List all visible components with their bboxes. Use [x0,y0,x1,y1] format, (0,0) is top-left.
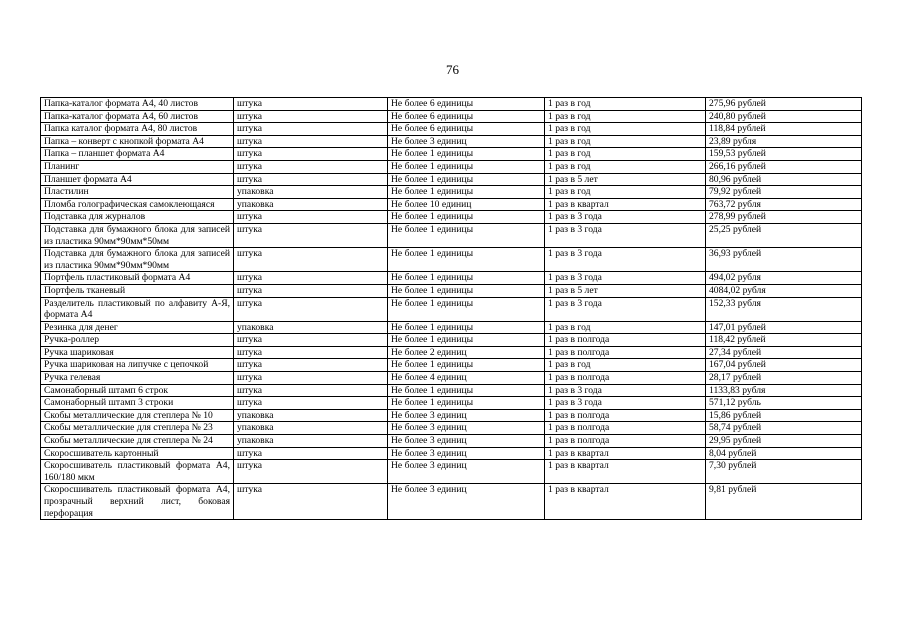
unit-cell: штука [234,135,388,148]
frequency-cell: 1 раз в год [545,98,706,111]
table-row [41,334,862,347]
unit-cell: штука [234,211,388,224]
quantity-cell: Не более 1 единицы [388,211,545,224]
quantity-cell: Не более 3 единиц [388,460,545,484]
price-cell: 152,33 рубля [706,297,862,321]
quantity-cell: Не более 2 единиц [388,346,545,359]
quantity-cell: Не более 1 единицы [388,272,545,285]
price-cell: 29,95 рублей [706,435,862,448]
item-name-cell: Планшет формата А4 [41,173,234,186]
price-cell: 240,80 рублей [706,110,862,123]
price-cell: 58,74 рублей [706,422,862,435]
item-name-cell: Папка – планшет формата А4 [41,148,234,161]
item-name-cell: Ручка гелевая [41,372,234,385]
unit-cell: штука [234,372,388,385]
frequency-cell: 1 раз в полгода [545,372,706,385]
table-row [41,435,862,448]
unit-cell: штука [234,248,388,272]
unit-cell: штука [234,98,388,111]
unit-cell: штука [234,484,388,520]
table-row [41,359,862,372]
table-row [41,384,862,397]
item-name-cell: Скобы металлические для степлера № 23 [41,422,234,435]
table-row [41,211,862,224]
frequency-cell: 1 раз в 3 года [545,272,706,285]
quantity-cell: Не более 1 единицы [388,186,545,199]
price-cell: 278,99 рублей [706,211,862,224]
unit-cell: штука [234,384,388,397]
unit-cell: упаковка [234,422,388,435]
item-name-cell: Скоросшиватель картонный [41,447,234,460]
item-name-cell: Подставка для бумажного блока для записей из пластика 90мм*90мм*90мм [41,248,234,272]
page-number: 76 [446,62,459,77]
frequency-cell: 1 раз в квартал [545,484,706,520]
frequency-cell: 1 раз в полгода [545,334,706,347]
frequency-cell: 1 раз в 3 года [545,384,706,397]
unit-cell: упаковка [234,321,388,334]
item-name-cell: Самонаборный штамп 3 строки [41,397,234,410]
price-cell: 118,84 рублей [706,123,862,136]
price-cell: 28,17 рублей [706,372,862,385]
item-name-cell: Скобы металлические для степлера № 24 [41,435,234,448]
unit-cell: упаковка [234,198,388,211]
quantity-cell: Не более 3 единиц [388,409,545,422]
frequency-cell: 1 раз в год [545,135,706,148]
item-name-cell: Подставка для журналов [41,211,234,224]
quantity-cell: Не более 1 единицы [388,297,545,321]
unit-cell: штука [234,297,388,321]
table-row [41,460,862,484]
item-name-cell: Разделитель пластиковый по алфавиту А-Я, формата А4 [41,297,234,321]
quantity-cell: Не более 1 единицы [388,397,545,410]
quantity-cell: Не более 1 единицы [388,384,545,397]
unit-cell: штука [234,123,388,136]
frequency-cell: 1 раз в квартал [545,447,706,460]
frequency-cell: 1 раз в полгода [545,346,706,359]
quantity-cell: Не более 3 единиц [388,484,545,520]
price-cell: 15,86 рублей [706,409,862,422]
unit-cell: штука [234,346,388,359]
quantity-cell: Не более 1 единицы [388,284,545,297]
item-name-cell: Ручка-роллер [41,334,234,347]
table-row [41,186,862,199]
quantity-cell: Не более 6 единицы [388,110,545,123]
item-name-cell: Папка-каталог формата А4, 40 листов [41,98,234,111]
table-row [41,397,862,410]
quantity-cell: Не более 1 единицы [388,321,545,334]
quantity-cell: Не более 6 единицы [388,98,545,111]
item-name-cell: Пластилин [41,186,234,199]
table-row [41,173,862,186]
table-row [41,98,862,111]
price-cell: 1133,83 рубля [706,384,862,397]
quantity-cell: Не более 4 единиц [388,372,545,385]
price-cell: 147,01 рублей [706,321,862,334]
table-row [41,198,862,211]
table-row [41,272,862,285]
quantity-cell: Не более 6 единицы [388,123,545,136]
unit-cell: штука [234,447,388,460]
item-name-cell: Папка-каталог формата А4, 60 листов [41,110,234,123]
table-row [41,148,862,161]
table-row [41,223,862,247]
price-cell: 167,04 рублей [706,359,862,372]
item-name-cell: Портфель пластиковый формата А4 [41,272,234,285]
unit-cell: штука [234,160,388,173]
item-name-cell: Самонаборный штамп 6 строк [41,384,234,397]
table-row [41,409,862,422]
frequency-cell: 1 раз в 3 года [545,397,706,410]
unit-cell: штука [234,397,388,410]
table-row [41,372,862,385]
quantity-cell: Не более 1 единицы [388,359,545,372]
price-cell: 23,89 рубля [706,135,862,148]
table-row [41,297,862,321]
table-row [41,284,862,297]
price-cell: 763,72 рубля [706,198,862,211]
frequency-cell: 1 раз в год [545,186,706,199]
item-name-cell: Подставка для бумажного блока для записей из пластика 90мм*90мм*50мм [41,223,234,247]
item-name-cell: Скоросшиватель пластиковый формата А4, прозрачный верхний лист, боковая перфорация [41,484,234,520]
table-row [41,422,862,435]
quantity-cell: Не более 3 единиц [388,135,545,148]
price-cell: 25,25 рублей [706,223,862,247]
price-cell: 118,42 рублей [706,334,862,347]
frequency-cell: 1 раз в 5 лет [545,173,706,186]
table-row [41,346,862,359]
item-name-cell: Резинка для денег [41,321,234,334]
frequency-cell: 1 раз в 3 года [545,248,706,272]
frequency-cell: 1 раз в полгода [545,435,706,448]
item-name-cell: Ручка шариковая на липучке с цепочкой [41,359,234,372]
item-name-cell: Пломба голографическая самоклеющаяся [41,198,234,211]
quantity-cell: Не более 10 единиц [388,198,545,211]
quantity-cell: Не более 3 единиц [388,447,545,460]
frequency-cell: 1 раз в 3 года [545,223,706,247]
table-row [41,135,862,148]
unit-cell: штука [234,359,388,372]
frequency-cell: 1 раз в 3 года [545,211,706,224]
quantity-cell: Не более 1 единицы [388,173,545,186]
unit-cell: штука [234,272,388,285]
frequency-cell: 1 раз в 5 лет [545,284,706,297]
unit-cell: штука [234,110,388,123]
table-row [41,110,862,123]
quantity-cell: Не более 1 единицы [388,223,545,247]
frequency-cell: 1 раз в квартал [545,198,706,211]
price-cell: 571,12 рубль [706,397,862,410]
price-cell: 36,93 рублей [706,248,862,272]
frequency-cell: 1 раз в полгода [545,409,706,422]
table-row [41,321,862,334]
table-row [41,160,862,173]
price-cell: 27,34 рублей [706,346,862,359]
unit-cell: штука [234,460,388,484]
quantity-cell: Не более 1 единицы [388,248,545,272]
price-cell: 8,04 рублей [706,447,862,460]
unit-cell: упаковка [234,186,388,199]
price-cell: 79,92 рублей [706,186,862,199]
quantity-cell: Не более 1 единицы [388,160,545,173]
quantity-cell: Не более 3 единиц [388,422,545,435]
unit-cell: упаковка [234,409,388,422]
frequency-cell: 1 раз в год [545,160,706,173]
item-name-cell: Скобы металлические для степлера № 10 [41,409,234,422]
price-cell: 266,16 рублей [706,160,862,173]
frequency-cell: 1 раз в год [545,148,706,161]
price-cell: 159,53 рублей [706,148,862,161]
frequency-cell: 1 раз в год [545,123,706,136]
item-name-cell: Портфель тканевый [41,284,234,297]
frequency-cell: 1 раз в год [545,321,706,334]
table-body [41,98,862,520]
quantity-cell: Не более 3 единиц [388,435,545,448]
price-cell: 275,96 рублей [706,98,862,111]
unit-cell: штука [234,173,388,186]
unit-cell: штука [234,223,388,247]
frequency-cell: 1 раз в квартал [545,460,706,484]
frequency-cell: 1 раз в полгода [545,422,706,435]
table-row [41,123,862,136]
table-row [41,484,862,520]
price-cell: 7,30 рублей [706,460,862,484]
frequency-cell: 1 раз в год [545,359,706,372]
price-cell: 494,02 рубля [706,272,862,285]
item-name-cell: Ручка шариковая [41,346,234,359]
table-row [41,248,862,272]
unit-cell: штука [234,148,388,161]
item-name-cell: Планинг [41,160,234,173]
item-name-cell: Папка каталог формата А4, 80 листов [41,123,234,136]
frequency-cell: 1 раз в 3 года [545,297,706,321]
price-cell: 80,96 рублей [706,173,862,186]
unit-cell: штука [234,334,388,347]
item-name-cell: Скоросшиватель пластиковый формата А4, 160/180 мкм [41,460,234,484]
unit-cell: упаковка [234,435,388,448]
price-cell: 4084,02 рубля [706,284,862,297]
item-name-cell: Папка – конверт с кнопкой формата А4 [41,135,234,148]
unit-cell: штука [234,284,388,297]
frequency-cell: 1 раз в год [545,110,706,123]
supplies-norms-table [40,97,862,520]
quantity-cell: Не более 1 единицы [388,334,545,347]
price-cell: 9,81 рублей [706,484,862,520]
table-row [41,447,862,460]
quantity-cell: Не более 1 единицы [388,148,545,161]
